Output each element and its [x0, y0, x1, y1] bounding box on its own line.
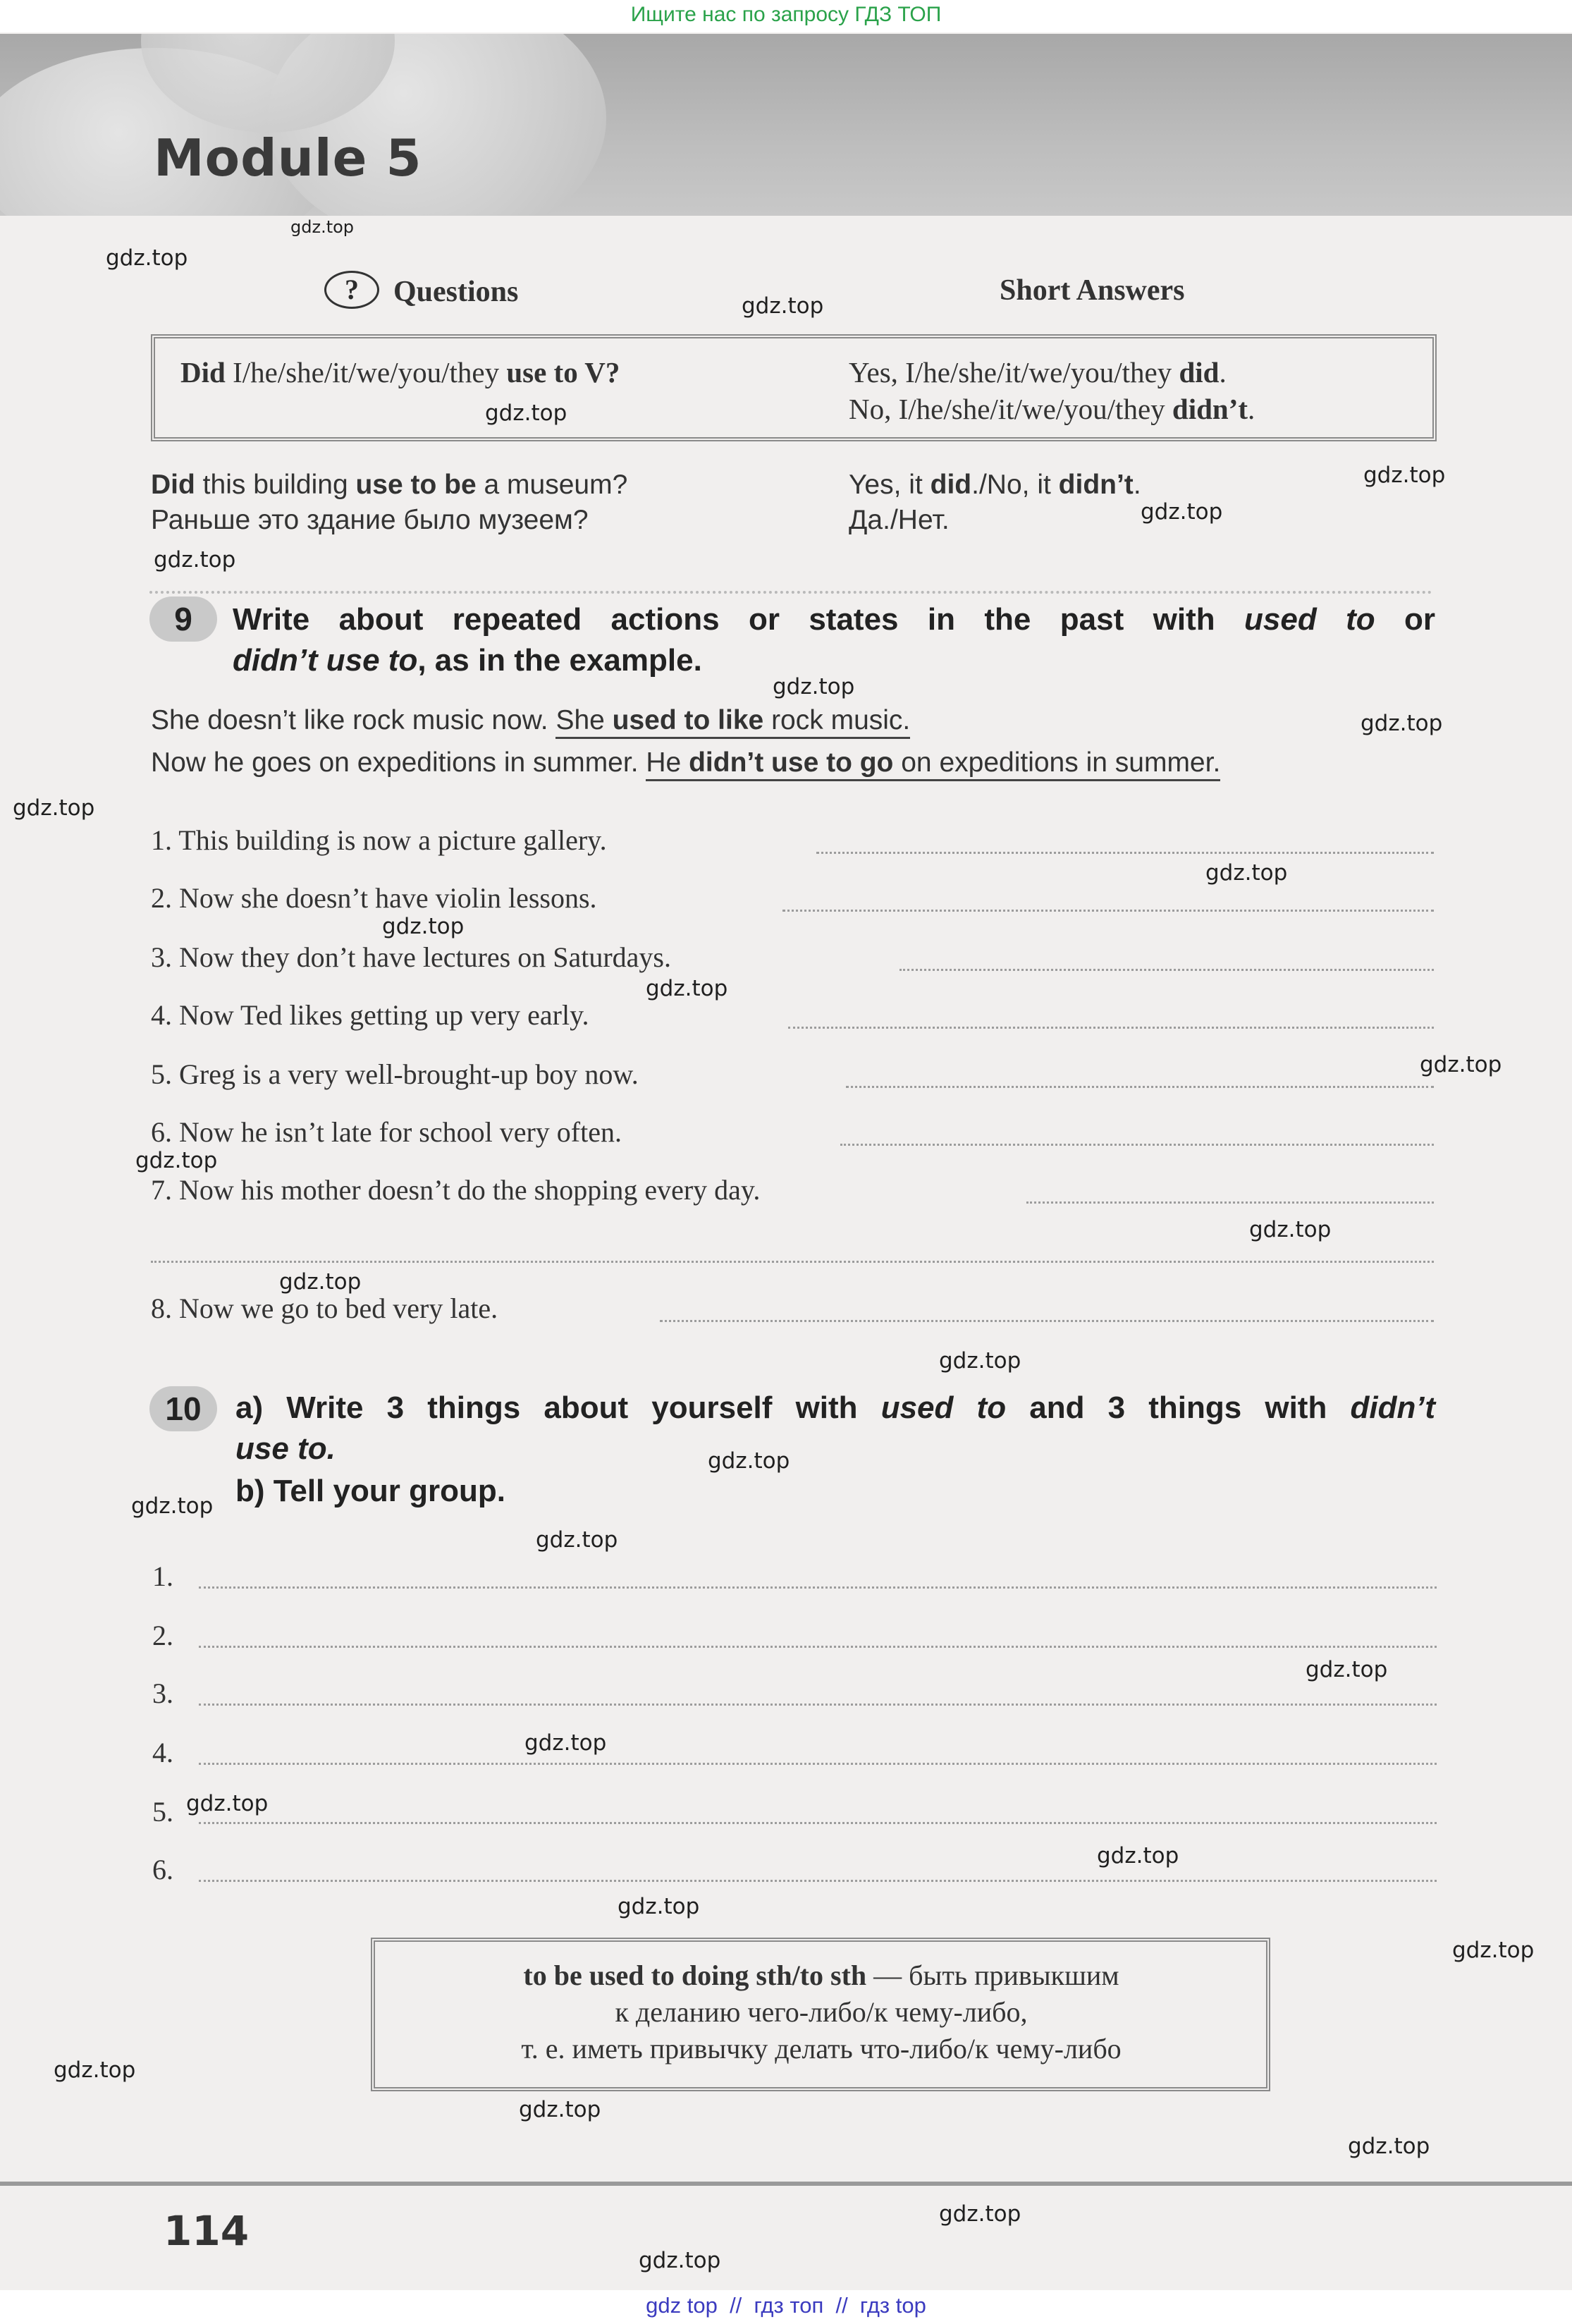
answer-line[interactable]: [840, 1144, 1434, 1146]
watermark: gdz.top: [1097, 1843, 1179, 1869]
task-10-part-b: b) Tell your group.: [235, 1474, 505, 1508]
question-icon: ?: [324, 271, 379, 309]
task-9-item: 8. Now we go to bed very late.: [151, 1292, 498, 1324]
watermark: gdz.top: [1452, 1938, 1535, 1963]
watermark: gdz.top: [1361, 711, 1443, 736]
answer-line[interactable]: [660, 1320, 1434, 1322]
task-9-item: 3. Now they don’t have lectures on Saturdays.: [151, 941, 671, 973]
watermark: gdz.top: [618, 1894, 700, 1919]
task-9-item: 7. Now his mother doesn’t do the shopping every day.: [151, 1174, 761, 1206]
task-9-example-2: Now he goes on expeditions in summer. He didn’t use to go on expeditions in summer.: [151, 747, 1220, 778]
watermark: gdz.top: [524, 1730, 607, 1756]
watermark: gdz.top: [1306, 1657, 1388, 1682]
module-title: Module 5: [154, 128, 422, 188]
watermark: gdz.top: [1205, 860, 1288, 886]
answer-line[interactable]: [199, 1880, 1437, 1882]
answer-line[interactable]: [199, 1586, 1437, 1589]
task-9-title-line1: Write about repeated actions or states in the past with used to or: [233, 602, 1435, 637]
task-10-line-number: 2.: [152, 1620, 173, 1651]
task-10-line-number: 3.: [152, 1677, 173, 1709]
short-answers-heading: Short Answers: [1000, 274, 1185, 307]
watermark: gdz.top: [131, 1493, 214, 1519]
section-divider: [149, 591, 1432, 594]
answer-line[interactable]: [199, 1646, 1437, 1648]
footer-rule: [0, 2182, 1572, 2186]
answer-line[interactable]: [899, 969, 1434, 971]
watermark: gdz.top: [646, 976, 728, 1001]
watermark: gdz.top: [1420, 1052, 1502, 1077]
bottom-links[interactable]: gdz top // гдз топ // гдз top: [646, 2293, 926, 2318]
answer-line[interactable]: [846, 1086, 1434, 1088]
watermark: gdz.top: [1141, 499, 1223, 525]
watermark: gdz.top: [1249, 1217, 1332, 1242]
answer-line[interactable]: [1026, 1201, 1434, 1204]
watermark: gdz.top: [106, 245, 188, 271]
watermark: gdz.top: [536, 1527, 618, 1553]
task-9-example-1: She doesn’t like rock music now. She used to like rock music.: [151, 705, 910, 736]
task-9-number: 9: [149, 597, 217, 642]
watermark: gdz.top: [279, 1269, 362, 1295]
top-banner-link[interactable]: Ищите нас по запросу ГДЗ ТОП: [630, 3, 942, 26]
task-10-line-number: 4.: [152, 1737, 173, 1768]
task-10-part-a-line1: a) Write 3 things about yourself with used to and 3 things with didn’t: [235, 1390, 1435, 1425]
answer-line[interactable]: [816, 852, 1434, 854]
example-question: Did this building use to be a museum?: [151, 470, 628, 500]
watermark: gdz.top: [939, 1348, 1021, 1374]
answer-line[interactable]: [199, 1763, 1437, 1765]
example-answer: Yes, it did./No, it didn’t.: [849, 470, 1141, 500]
answer-line[interactable]: [782, 910, 1434, 912]
watermark: gdz.top: [186, 1791, 269, 1816]
task-9-title-line2: didn’t use to, as in the example.: [233, 643, 702, 678]
note-line-2: к деланию чего-либо/к чему-либо,: [615, 1996, 1028, 2028]
grammar-answer-no: No, I/he/she/it/we/you/they didn’t.: [849, 393, 1255, 425]
watermark: gdz.top: [485, 400, 567, 426]
watermark: gdz.top: [519, 2097, 601, 2122]
answer-line[interactable]: [199, 1822, 1437, 1824]
module-header-band: [0, 34, 1572, 216]
example-question-ru: Раньше это здание было музеем?: [151, 505, 589, 535]
watermark: gdz.top: [773, 674, 855, 699]
answer-line[interactable]: [199, 1704, 1437, 1706]
task-10-number: 10: [149, 1386, 217, 1431]
task-9-item: 1. This building is now a picture gallery.: [151, 824, 607, 856]
watermark: gdz.top: [135, 1148, 218, 1173]
grammar-answer-yes: Yes, I/he/she/it/we/you/they did.: [849, 356, 1227, 389]
page-number: 114: [164, 2207, 250, 2255]
task-9-item: 6. Now he isn’t late for school very often.: [151, 1116, 622, 1148]
watermark: gdz.top: [1348, 2134, 1430, 2159]
note-line-1: to be used to doing sth/to sth — быть привыкшим: [523, 1959, 1119, 1991]
watermark: gdz.top: [13, 795, 95, 821]
task-10-line-number: 6.: [152, 1854, 173, 1885]
watermark: gdz.top: [939, 2201, 1021, 2227]
watermark: gdz.top: [290, 217, 355, 237]
watermark: gdz.top: [1363, 463, 1446, 488]
task-10-line-number: 1.: [152, 1560, 173, 1592]
task-9-item: 4. Now Ted likes getting up very early.: [151, 999, 589, 1031]
watermark: gdz.top: [742, 293, 824, 319]
answer-line[interactable]: [788, 1027, 1434, 1029]
grammar-question: Did I/he/she/it/we/you/they use to V?: [180, 356, 620, 389]
note-line-3: т. е. иметь привычку делать что-либо/к чему-либо: [521, 2033, 1122, 2065]
watermark: gdz.top: [154, 547, 236, 573]
questions-heading: Questions: [393, 276, 519, 308]
task-9-item: 5. Greg is a very well-brought-up boy now.: [151, 1058, 639, 1090]
task-10-line-number: 5.: [152, 1796, 173, 1828]
task-9-item: 2. Now she doesn’t have violin lessons.: [151, 882, 597, 914]
watermark: gdz.top: [54, 2057, 136, 2083]
answer-line[interactable]: [151, 1261, 1434, 1263]
watermark: gdz.top: [708, 1448, 790, 1474]
example-answer-ru: Да./Нет.: [849, 505, 950, 535]
task-10-part-a-line2: use to.: [235, 1431, 336, 1466]
watermark: gdz.top: [639, 2248, 721, 2273]
watermark: gdz.top: [382, 914, 465, 939]
